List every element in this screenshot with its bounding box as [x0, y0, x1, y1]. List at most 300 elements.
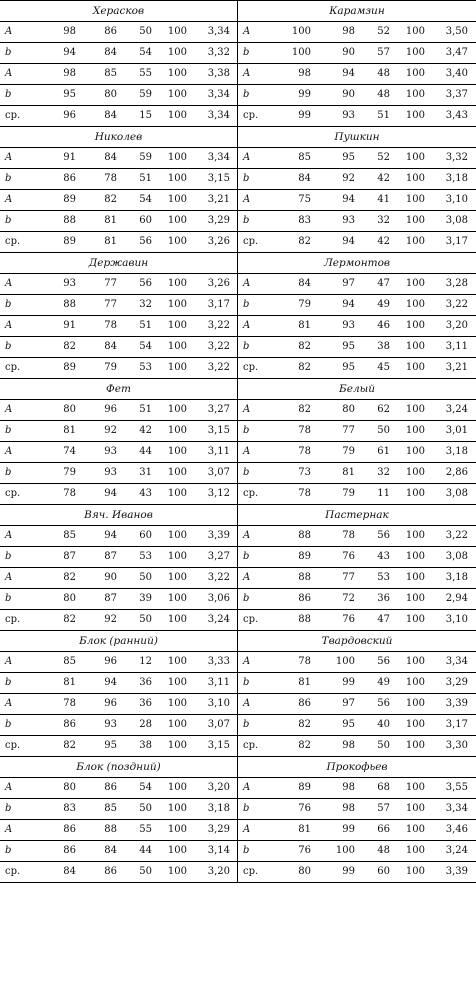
row-label: b	[243, 299, 250, 310]
table-cell: 86	[63, 719, 76, 730]
poet-block-right	[238, 1, 476, 126]
table-cell: 82	[63, 740, 76, 751]
table-row	[0, 610, 237, 630]
table-cell: 78	[104, 320, 117, 331]
poet-block-left	[0, 379, 238, 504]
row-label: ср.	[5, 488, 21, 499]
row-label: b	[5, 593, 12, 604]
table-cell: 66	[377, 824, 390, 835]
table-cell: 62	[377, 404, 390, 415]
table-cell: 97	[342, 698, 355, 709]
row-label: b	[5, 845, 12, 856]
table-cell: 84	[104, 47, 117, 58]
table-cell: 3,15	[207, 740, 230, 751]
table-cell: 3,17	[445, 719, 468, 730]
table-cell: 3,22	[445, 299, 468, 310]
table-cell: 99	[342, 824, 355, 835]
table-cell: 3,22	[207, 320, 230, 331]
table-row	[238, 400, 476, 421]
table-cell: 3,55	[445, 782, 468, 793]
table-cell: 47	[377, 614, 390, 625]
table-cell: 100	[167, 572, 187, 583]
table-cell: 95	[342, 719, 355, 730]
table-cell: 83	[298, 215, 311, 226]
table-cell: 100	[167, 677, 187, 688]
table-cell: 100	[167, 425, 187, 436]
table-cell: 3,46	[445, 824, 468, 835]
table-cell: 40	[377, 719, 390, 730]
table-cell: 100	[167, 803, 187, 814]
table-cell: 41	[377, 194, 390, 205]
row-label: b	[5, 299, 12, 310]
table-cell: 3,08	[445, 215, 468, 226]
row-label: b	[5, 551, 12, 562]
table-cell: 86	[298, 698, 311, 709]
table-cell: 91	[63, 152, 76, 163]
table-cell: 98	[342, 740, 355, 751]
table-cell: 100	[167, 866, 187, 877]
poet-name: Вяч. Иванов	[0, 505, 237, 526]
table-cell: 89	[63, 236, 76, 247]
row-label: b	[243, 89, 250, 100]
poet-name: Херасков	[0, 1, 237, 22]
table-cell: 54	[139, 782, 152, 793]
table-cell: 100	[167, 782, 187, 793]
table-cell: 100	[405, 194, 425, 205]
row-label: A	[5, 404, 13, 415]
table-cell: 3,22	[207, 362, 230, 373]
table-row	[238, 43, 476, 64]
table-cell: 48	[377, 845, 390, 856]
table-row	[0, 22, 237, 43]
table-row	[0, 274, 237, 295]
table-cell: 100	[405, 26, 425, 37]
table-cell: 80	[298, 866, 311, 877]
table-cell: 100	[405, 551, 425, 562]
poet-block-left	[0, 1, 238, 126]
table-cell: 36	[377, 593, 390, 604]
table-row	[0, 463, 237, 484]
row-label: ср.	[5, 614, 21, 625]
table-cell: 60	[377, 866, 390, 877]
table-cell: 3,08	[445, 488, 468, 499]
table-cell: 99	[298, 110, 311, 121]
table-cell: 98	[342, 803, 355, 814]
table-cell: 3,47	[445, 47, 468, 58]
table-cell: 100	[405, 866, 425, 877]
table-cell: 100	[167, 446, 187, 457]
table-cell: 57	[377, 803, 390, 814]
table-cell: 3,17	[445, 236, 468, 247]
table-cell: 3,24	[207, 614, 230, 625]
table-cell: 3,18	[445, 572, 468, 583]
table-cell: 100	[167, 614, 187, 625]
table-cell: 100	[167, 362, 187, 373]
table-cell: 94	[342, 68, 355, 79]
table-cell: 81	[298, 677, 311, 688]
table-cell: 15	[139, 110, 152, 121]
table-cell: 100	[167, 173, 187, 184]
table-cell: 3,28	[445, 278, 468, 289]
table-cell: 100	[405, 425, 425, 436]
table-cell: 100	[405, 677, 425, 688]
table-row	[238, 526, 476, 547]
table-cell: 82	[298, 740, 311, 751]
table-row	[0, 841, 237, 862]
table-cell: 46	[377, 320, 390, 331]
table-cell: 76	[342, 551, 355, 562]
table-cell: 93	[104, 446, 117, 457]
table-cell: 100	[167, 68, 187, 79]
table-cell: 100	[405, 782, 425, 793]
row-label: ср.	[5, 740, 21, 751]
table-cell: 61	[377, 446, 390, 457]
table-cell: 81	[104, 215, 117, 226]
table-cell: 95	[342, 152, 355, 163]
table-row	[0, 652, 237, 673]
table-cell: 86	[63, 845, 76, 856]
table-cell: 97	[342, 278, 355, 289]
poet-block-right	[238, 757, 476, 882]
row-label: ср.	[243, 236, 259, 247]
table-row	[238, 589, 476, 610]
table-row	[0, 211, 237, 232]
table-cell: 80	[342, 404, 355, 415]
table-cell: 3,34	[207, 26, 230, 37]
table-row	[238, 862, 476, 882]
table-row	[0, 673, 237, 694]
table-cell: 56	[377, 698, 390, 709]
table-cell: 86	[104, 26, 117, 37]
table-cell: 3,10	[445, 194, 468, 205]
row-label: b	[5, 803, 12, 814]
table-cell: 3,08	[445, 551, 468, 562]
table-row	[0, 820, 237, 841]
table-cell: 76	[298, 845, 311, 856]
table-cell: 81	[298, 824, 311, 835]
poet-pair	[0, 378, 476, 504]
table-cell: 100	[405, 362, 425, 373]
table-cell: 50	[139, 614, 152, 625]
table-row	[0, 295, 237, 316]
table-cell: 86	[63, 173, 76, 184]
table-cell: 3,10	[207, 698, 230, 709]
table-row	[238, 106, 476, 126]
table-cell: 48	[377, 68, 390, 79]
table-cell: 100	[167, 194, 187, 205]
table-cell: 82	[298, 341, 311, 352]
table-cell: 89	[63, 362, 76, 373]
table-cell: 3,29	[445, 677, 468, 688]
poet-block-left	[0, 253, 238, 378]
table-row	[0, 547, 237, 568]
table-cell: 3,17	[207, 299, 230, 310]
table-cell: 100	[405, 47, 425, 58]
table-cell: 3,43	[445, 110, 468, 121]
table-cell: 100	[405, 698, 425, 709]
table-row	[0, 400, 237, 421]
table-cell: 84	[63, 866, 76, 877]
table-row	[238, 211, 476, 232]
row-label: ср.	[5, 110, 21, 121]
table-cell: 96	[104, 656, 117, 667]
table-cell: 42	[139, 425, 152, 436]
row-label: A	[5, 278, 13, 289]
table-cell: 3,20	[207, 866, 230, 877]
row-label: b	[243, 593, 250, 604]
table-cell: 3,26	[207, 236, 230, 247]
table-cell: 42	[377, 173, 390, 184]
table-cell: 100	[167, 488, 187, 499]
table-cell: 3,07	[207, 719, 230, 730]
table-cell: 98	[342, 26, 355, 37]
poet-name: Пушкин	[238, 127, 476, 148]
table-cell: 100	[405, 278, 425, 289]
table-cell: 43	[139, 488, 152, 499]
table-row	[238, 85, 476, 106]
table-cell: 3,21	[445, 362, 468, 373]
row-label: A	[243, 68, 251, 79]
table-cell: 2,86	[445, 467, 468, 478]
table-cell: 100	[405, 110, 425, 121]
table-cell: 78	[63, 698, 76, 709]
row-label: A	[243, 26, 251, 37]
row-label: b	[243, 173, 250, 184]
row-label: ср.	[5, 866, 21, 877]
table-cell: 3,12	[207, 488, 230, 499]
table-cell: 88	[104, 824, 117, 835]
table-cell: 87	[63, 551, 76, 562]
poet-name: Фет	[0, 379, 237, 400]
poet-block-left	[0, 757, 238, 882]
table-cell: 60	[139, 530, 152, 541]
table-cell: 100	[167, 110, 187, 121]
table-cell: 95	[104, 740, 117, 751]
table-cell: 85	[63, 656, 76, 667]
table-row	[0, 232, 237, 252]
table-cell: 79	[342, 488, 355, 499]
table-cell: 94	[63, 47, 76, 58]
table-cell: 3,39	[445, 866, 468, 877]
table-cell: 50	[139, 26, 152, 37]
table-row	[0, 778, 237, 799]
table-row	[238, 316, 476, 337]
table-cell: 3,07	[207, 467, 230, 478]
table-cell: 80	[63, 593, 76, 604]
row-label: A	[243, 446, 251, 457]
table-cell: 93	[342, 110, 355, 121]
row-label: b	[5, 677, 12, 688]
table-cell: 79	[342, 446, 355, 457]
table-row	[0, 64, 237, 85]
table-cell: 56	[139, 236, 152, 247]
table-cell: 50	[139, 803, 152, 814]
table-row	[238, 358, 476, 378]
row-label: A	[243, 194, 251, 205]
table-cell: 100	[405, 467, 425, 478]
poet-pair	[0, 756, 476, 883]
table-cell: 68	[377, 782, 390, 793]
table-cell: 84	[104, 110, 117, 121]
table-cell: 52	[377, 152, 390, 163]
table-cell: 100	[167, 824, 187, 835]
table-cell: 100	[405, 404, 425, 415]
table-cell: 3,34	[445, 803, 468, 814]
table-cell: 54	[139, 341, 152, 352]
row-label: A	[5, 698, 13, 709]
poet-pair	[0, 126, 476, 252]
table-cell: 88	[63, 215, 76, 226]
table-cell: 3,39	[445, 698, 468, 709]
table-cell: 98	[342, 782, 355, 793]
table-row	[238, 295, 476, 316]
table-cell: 3,33	[207, 656, 230, 667]
table-cell: 3,18	[445, 446, 468, 457]
table-cell: 88	[298, 614, 311, 625]
table-row	[0, 148, 237, 169]
table-cell: 95	[63, 89, 76, 100]
table-cell: 39	[139, 593, 152, 604]
table-cell: 89	[298, 551, 311, 562]
table-cell: 81	[63, 425, 76, 436]
table-cell: 3,30	[445, 740, 468, 751]
table-row	[0, 85, 237, 106]
table-cell: 59	[139, 89, 152, 100]
row-label: ср.	[243, 362, 259, 373]
row-label: ср.	[243, 488, 259, 499]
table-cell: 100	[167, 236, 187, 247]
table-cell: 98	[63, 68, 76, 79]
table-cell: 100	[405, 530, 425, 541]
table-cell: 98	[63, 26, 76, 37]
table-cell: 100	[405, 656, 425, 667]
row-label: A	[5, 782, 13, 793]
table-cell: 100	[167, 698, 187, 709]
table-cell: 86	[104, 782, 117, 793]
table-cell: 87	[104, 551, 117, 562]
table-cell: 86	[63, 824, 76, 835]
table-row	[0, 442, 237, 463]
table-row	[0, 526, 237, 547]
table-cell: 56	[377, 530, 390, 541]
table-cell: 91	[63, 320, 76, 331]
table-cell: 94	[104, 488, 117, 499]
table-row	[0, 736, 237, 756]
table-cell: 100	[167, 467, 187, 478]
table-cell: 3,01	[445, 425, 468, 436]
table-cell: 44	[139, 446, 152, 457]
table-cell: 57	[377, 47, 390, 58]
table-cell: 3,34	[445, 656, 468, 667]
table-cell: 79	[298, 299, 311, 310]
poet-name: Лермонтов	[238, 253, 476, 274]
row-label: b	[243, 425, 250, 436]
table-cell: 100	[167, 845, 187, 856]
row-label: b	[243, 341, 250, 352]
table-row	[238, 799, 476, 820]
table-cell: 3,40	[445, 68, 468, 79]
table-cell: 82	[298, 719, 311, 730]
table-cell: 78	[104, 173, 117, 184]
table-cell: 93	[104, 467, 117, 478]
table-cell: 96	[104, 404, 117, 415]
row-label: b	[243, 845, 250, 856]
table-row	[0, 715, 237, 736]
table-row	[0, 484, 237, 504]
row-label: A	[243, 824, 251, 835]
table-cell: 96	[63, 110, 76, 121]
table-cell: 100	[405, 215, 425, 226]
table-row	[238, 820, 476, 841]
table-cell: 100	[167, 215, 187, 226]
table-row	[238, 568, 476, 589]
row-label: b	[5, 719, 12, 730]
table-cell: 86	[298, 593, 311, 604]
table-row	[238, 442, 476, 463]
table-cell: 3,24	[445, 404, 468, 415]
table-cell: 51	[139, 173, 152, 184]
table-cell: 3,15	[207, 425, 230, 436]
table-row	[238, 841, 476, 862]
row-label: b	[5, 173, 12, 184]
poet-pair	[0, 252, 476, 378]
row-label: b	[243, 467, 250, 478]
table-cell: 51	[139, 320, 152, 331]
table-cell: 100	[291, 26, 311, 37]
table-cell: 99	[342, 677, 355, 688]
table-cell: 77	[342, 572, 355, 583]
table-row	[0, 337, 237, 358]
table-row	[238, 148, 476, 169]
row-label: ср.	[5, 236, 21, 247]
row-label: A	[243, 152, 251, 163]
row-label: b	[243, 551, 250, 562]
table-cell: 100	[167, 593, 187, 604]
table-row	[238, 337, 476, 358]
table-row	[0, 421, 237, 442]
row-label: A	[5, 572, 13, 583]
table-cell: 45	[377, 362, 390, 373]
table-cell: 100	[335, 845, 355, 856]
table-cell: 44	[139, 845, 152, 856]
table-cell: 94	[342, 236, 355, 247]
poet-block-right	[238, 253, 476, 378]
table-cell: 96	[104, 698, 117, 709]
table-cell: 78	[298, 488, 311, 499]
table-cell: 82	[298, 362, 311, 373]
table-cell: 100	[167, 320, 187, 331]
table-cell: 84	[104, 341, 117, 352]
table-row	[0, 316, 237, 337]
row-label: b	[5, 89, 12, 100]
table-cell: 3,11	[207, 677, 230, 688]
poet-name: Карамзин	[238, 1, 476, 22]
table-cell: 28	[139, 719, 152, 730]
table-cell: 100	[405, 614, 425, 625]
table-cell: 100	[405, 152, 425, 163]
table-cell: 3,15	[207, 173, 230, 184]
table-row	[0, 169, 237, 190]
table-cell: 84	[104, 152, 117, 163]
table-cell: 3,10	[445, 614, 468, 625]
table-cell: 2,94	[445, 593, 468, 604]
row-label: A	[243, 404, 251, 415]
table-cell: 3,38	[207, 68, 230, 79]
table-cell: 99	[342, 866, 355, 877]
table-cell: 3,29	[207, 215, 230, 226]
table-cell: 50	[377, 425, 390, 436]
table-cell: 90	[104, 572, 117, 583]
